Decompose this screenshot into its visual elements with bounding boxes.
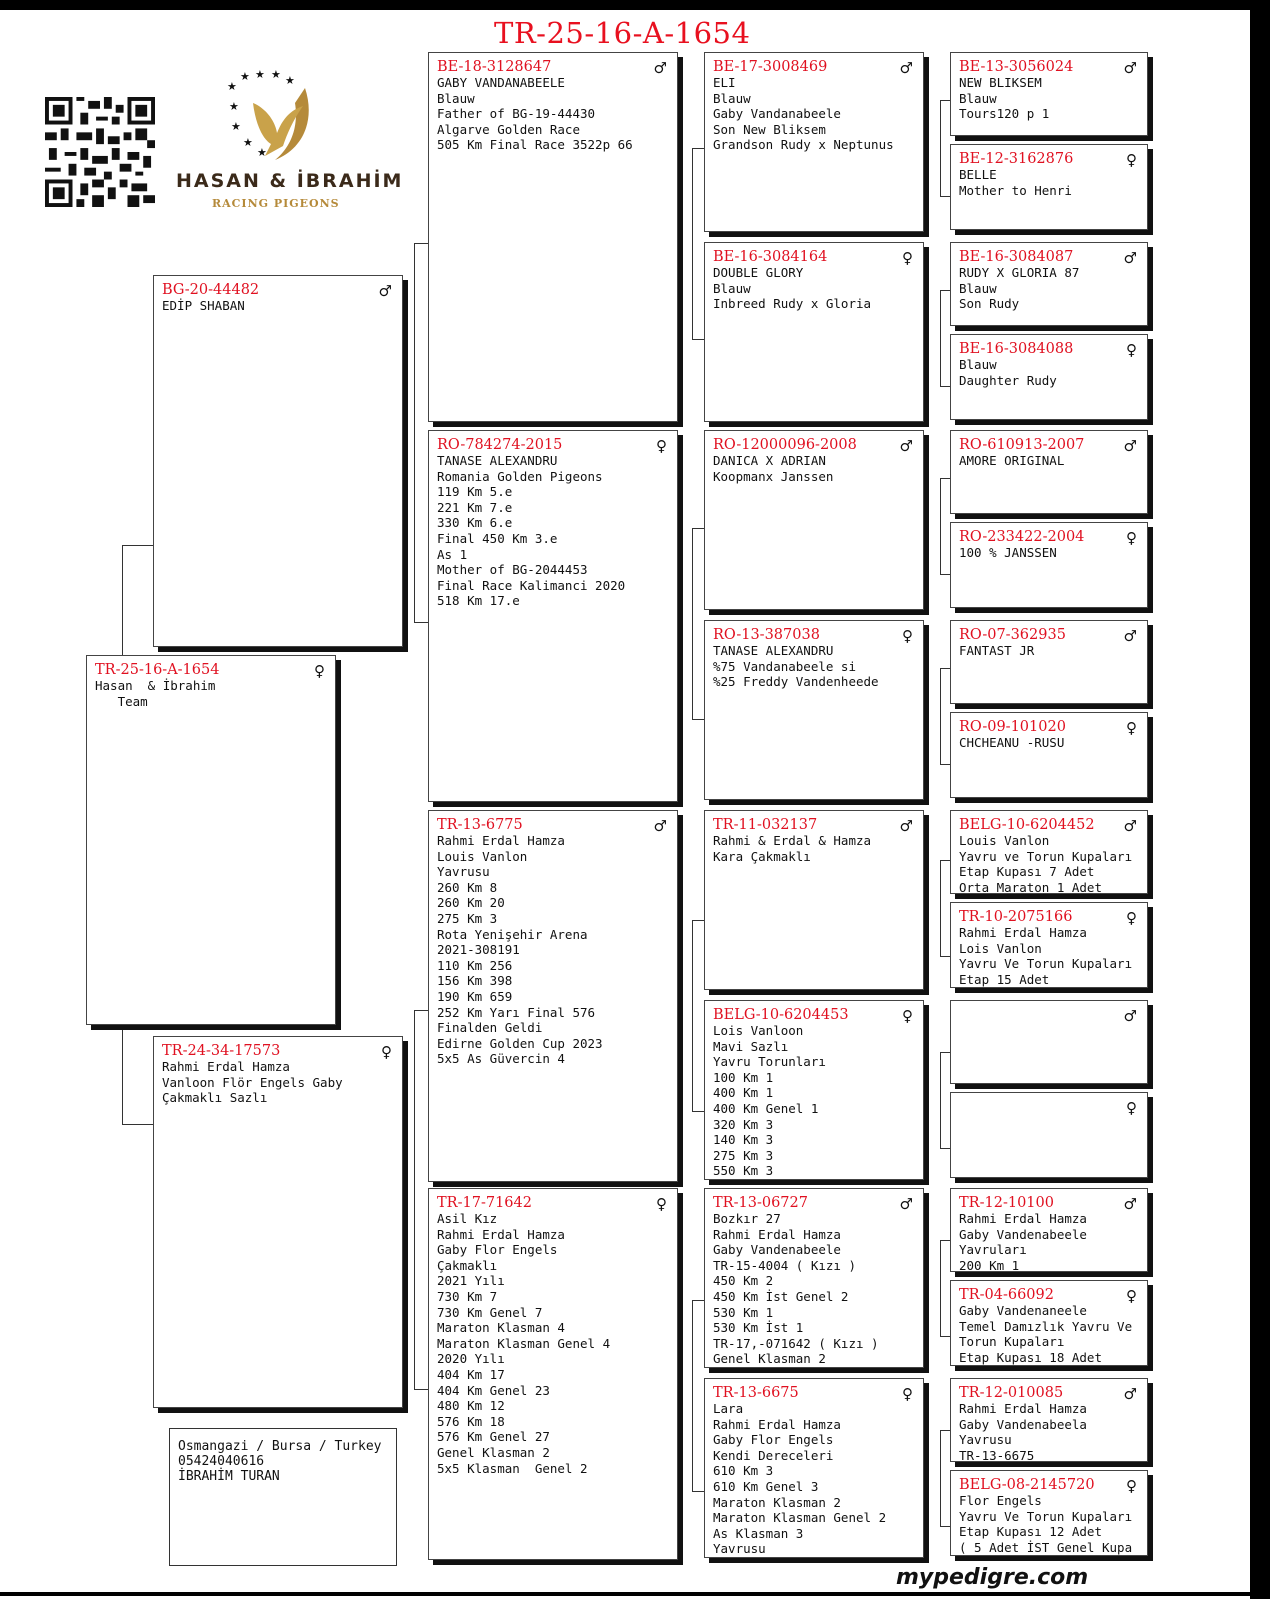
pigeon-info-line: Mother of BG-2044453 (437, 562, 588, 578)
pigeon-info-line: 610 Km 3 (713, 1463, 774, 1479)
pigeon-info-line: TR-17,-071642 ( Kızı ) (713, 1335, 879, 1351)
pigeon-info-line: Gaby Vandenaneele (959, 1303, 1087, 1318)
ring-number: TR-13-6775 (437, 817, 523, 833)
pigeon-card-g7 (950, 620, 1148, 704)
pigeon-info-line: Rahmi Erdal Hamza (437, 1226, 565, 1242)
pigeon-info-line: Maraton Klasman 2 (713, 1494, 841, 1510)
svg-text:★: ★ (240, 70, 250, 83)
ring-number: BE-16-3084088 (959, 341, 1074, 357)
pigeon-info-line: Yavruları (959, 1242, 1027, 1258)
female-sex-icon: ♀ (1126, 1099, 1137, 1117)
pigeon-info-line: DANICA X ADRIAN (713, 453, 826, 468)
ring-number: TR-24-34-17573 (162, 1043, 281, 1059)
ring-number: TR-13-06727 (713, 1195, 808, 1211)
pigeon-card-dds (704, 1188, 924, 1368)
qr-code-icon (44, 97, 156, 207)
pigeon-info-line: Genel Klasman 2 (713, 1351, 826, 1367)
pigeon-info-line: Inbreed Rudy x Gloria (713, 296, 872, 312)
pigeon-info-line: Etap 15 Adet (959, 971, 1050, 987)
male-sex-icon: ♂ (1123, 1007, 1137, 1025)
pigeon-info-line: Yavru Torunları (713, 1054, 826, 1070)
pigeon-card-dd (428, 1188, 678, 1560)
top-border (0, 0, 1270, 10)
pigeon-info-line: Mavi Sazlı (713, 1038, 789, 1054)
pigeon-info-line: Rahmi Erdal Hamza (959, 1401, 1087, 1416)
pigeon-card-subject (86, 655, 336, 1025)
pigeon-info-line: %25 Freddy Vandenheede (713, 674, 879, 690)
pigeon-info-line: Son New Bliksem (713, 121, 826, 137)
pigeon-card-g2 (950, 144, 1148, 230)
male-sex-icon: ♂ (1123, 1195, 1137, 1213)
pigeon-info-line: 221 Km 7.e (437, 499, 513, 515)
pigeon-info-line: 518 Km 17.e (437, 593, 520, 609)
pigeon-info-line: Çakmaklı Sazlı (162, 1090, 268, 1106)
ring-number: TR-04-66092 (959, 1287, 1054, 1303)
pigeon-info-line: Lara (713, 1401, 744, 1416)
male-sex-icon: ♂ (1123, 627, 1137, 645)
pigeon-info-line: Yavru Ve Torun Kupaları (959, 1508, 1133, 1524)
pigeon-info-line: 404 Km Genel 23 (437, 1382, 550, 1398)
pigeon-card-g4 (950, 334, 1148, 420)
pigeon-info-line: 576 Km Genel 27 (437, 1429, 550, 1445)
pigeon-info-line: Yavrusu (713, 1541, 766, 1557)
pigeon-info-line: Finalden Geldi (437, 1020, 543, 1036)
pigeon-info-line: Gaby Vandenabeele (713, 1242, 841, 1258)
pigeon-card-g15 (950, 1378, 1148, 1462)
pigeon-info-line: 730 Km 7 (437, 1288, 498, 1304)
male-sex-icon: ♂ (899, 1195, 913, 1213)
svg-text:★: ★ (271, 68, 281, 81)
pigeon-info-line: 610 Km Genel 3 (713, 1478, 819, 1494)
ring-number: BE-13-3056024 (959, 59, 1074, 75)
pigeon-info-line: Edirne Golden Cup 2023 (437, 1035, 603, 1051)
pigeon-info-line: 260 Km 20 (437, 895, 505, 911)
pigeon-info-line: 400 Km Genel 1 (713, 1100, 819, 1116)
pigeon-info-line: Algarve Golden Race (437, 121, 580, 137)
pigeon-info-line: Mother to Henri (959, 182, 1072, 198)
ring-number: BELG-08-2145720 (959, 1477, 1095, 1493)
dove-logo-icon (165, 48, 380, 258)
female-sex-icon: ♀ (1126, 909, 1137, 927)
pigeon-info-line: 190 Km 659 (437, 988, 513, 1004)
svg-text:★: ★ (257, 146, 267, 159)
female-sex-icon: ♀ (1126, 529, 1137, 547)
pigeon-info-line: Rahmi Erdal Hamza (437, 833, 565, 848)
pigeon-info-line: DOUBLE GLORY (713, 265, 804, 280)
pigeon-info-line: Final 450 Km 3.e (437, 530, 558, 546)
pigeon-info-line: Tours120 p 1 (959, 106, 1050, 122)
pigeon-info-line: Etap Kupası 18 Adet (959, 1349, 1102, 1365)
ring-number: TR-11-032137 (713, 817, 818, 833)
pigeon-card-g1 (950, 52, 1148, 136)
female-sex-icon: ♀ (902, 627, 913, 645)
pigeon-info-line: TANASE ALEXANDRU (437, 453, 558, 468)
pigeon-card-g11 (950, 1000, 1148, 1084)
female-sex-icon: ♀ (1126, 1477, 1137, 1495)
pigeon-info-line: 119 Km 5.e (437, 484, 513, 500)
svg-text:★: ★ (229, 100, 239, 113)
ring-number: BE-17-3008469 (713, 59, 828, 75)
pigeon-card-g5 (950, 430, 1148, 514)
pigeon-info-line: 400 Km 1 (713, 1085, 774, 1101)
male-sex-icon: ♂ (899, 817, 913, 835)
pigeon-info-line: 550 Km 3 (713, 1163, 774, 1179)
pigeon-info-line: ELI (713, 75, 736, 90)
pigeon-info-line: Yavru ve Torun Kupaları (959, 848, 1133, 864)
pigeon-info-line: Blauw (959, 280, 997, 296)
svg-text:★: ★ (255, 68, 265, 81)
pigeon-info-line: 5x5 Klasman Genel 2 (437, 1460, 588, 1476)
pigeon-info-line: Lois Vanloon (713, 1023, 804, 1038)
pigeon-info-line: Torun Kupaları (959, 1334, 1065, 1350)
pigeon-info-line: 100 Km 1 (713, 1069, 774, 1085)
pigeon-info-line: Kendi Dereceleri (713, 1447, 834, 1463)
pigeon-info-line: TR-15-4004 ( Kızı ) (713, 1257, 856, 1273)
female-sex-icon: ♀ (902, 249, 913, 267)
pigeon-info-line: CHCHEANU -RUSU (959, 735, 1065, 750)
pigeon-info-line: Yavrusu (437, 864, 490, 880)
pigeon-info-line: 5x5 As Güvercin 4 (437, 1051, 565, 1067)
pigeon-card-sdd (704, 620, 924, 800)
ring-number: RO-09-101020 (959, 719, 1066, 735)
pigeon-info-line: As 1 (437, 546, 468, 562)
ring-number: BG-20-44482 (162, 282, 260, 298)
female-sex-icon: ♀ (314, 662, 325, 680)
ring-number: TR-17-71642 (437, 1195, 532, 1211)
ring-number: BE-12-3162876 (959, 151, 1074, 167)
pigeon-info-line: As Klasman 3 (713, 1525, 804, 1541)
pigeon-info-line: 330 Km 6.e (437, 515, 513, 531)
pigeon-info-line: 140 Km 3 (713, 1132, 774, 1148)
pigeon-info-line: Daughter Rudy (959, 372, 1057, 388)
female-sex-icon: ♀ (1126, 151, 1137, 169)
pigeon-card-dss (704, 810, 924, 990)
pigeon-info-line: Gaby Vandenabeele (959, 1226, 1087, 1242)
pigeon-card-ds (428, 810, 678, 1182)
female-sex-icon: ♀ (656, 437, 667, 455)
ring-number: TR-12-010085 (959, 1385, 1064, 1401)
pigeon-card-g3 (950, 242, 1148, 326)
female-sex-icon: ♀ (1126, 1287, 1137, 1305)
pigeon-info-line: Bozkır 27 (713, 1211, 781, 1226)
pigeon-card-ddd (704, 1378, 924, 1558)
pigeon-info-line: Çakmaklı (437, 1257, 498, 1273)
pigeon-info-line: Yavru Ve Torun Kupaları (959, 956, 1133, 972)
pigeon-info-line: 275 Km 3 (437, 910, 498, 926)
pigeon-info-line: 260 Km 8 (437, 879, 498, 895)
ring-number: RO-784274-2015 (437, 437, 563, 453)
pigeon-info-line: FANTAST JR (959, 643, 1035, 658)
pigeon-info-line: Rahmi & Erdal & Hamza (713, 833, 872, 848)
pigeon-info-line: Blauw (713, 90, 751, 106)
pigeon-info-line: Koopmanx Janssen (713, 468, 834, 484)
pigeon-info-line: Temel Damızlık Yavru Ve (959, 1318, 1133, 1334)
pigeon-card-ss (428, 52, 678, 422)
pigeon-info-line: AMORE ORIGINAL (959, 453, 1065, 468)
female-sex-icon: ♀ (381, 1043, 392, 1061)
pigeon-info-line: 530 Km 1 (713, 1304, 774, 1320)
pigeon-info-line: 110 Km 256 (437, 957, 513, 973)
pigeon-info-line: 252 Km Yarı Final 576 (437, 1004, 596, 1020)
pigeon-info-line: 450 Km İst Genel 2 (713, 1288, 849, 1304)
female-sex-icon: ♀ (1126, 719, 1137, 737)
ring-number: BE-16-3084164 (713, 249, 828, 265)
pigeon-info-line: 2020 Yılı (437, 1351, 505, 1367)
pigeon-card-g6 (950, 522, 1148, 608)
pigeon-info-line: Maraton Klasman 4 (437, 1320, 565, 1336)
svg-text:★: ★ (231, 120, 241, 133)
pigeon-card-dam (153, 1036, 403, 1408)
female-sex-icon: ♀ (1126, 341, 1137, 359)
pigeon-info-line: 156 Km 398 (437, 973, 513, 989)
pigeon-info-line: TANASE ALEXANDRU (713, 643, 834, 658)
pigeon-info-line: GABY VANDANABEELE (437, 75, 565, 90)
svg-text:★: ★ (285, 74, 295, 87)
connector (414, 1010, 429, 1390)
contact-name: İBRAHİM TURAN (178, 1469, 280, 1484)
pigeon-card-g14 (950, 1280, 1148, 1366)
pigeon-info-line: 2021-308191 (437, 942, 520, 958)
pigeon-card-g10 (950, 902, 1148, 988)
pigeon-info-line: Gaby Vandanabeele (713, 106, 841, 122)
pigeon-info-line: Hasan & İbrahim (95, 678, 216, 693)
pedigree-title: TR-25-16-A-1654 (494, 16, 751, 50)
ring-number: RO-13-387038 (713, 627, 820, 643)
pigeon-card-ssd (704, 242, 924, 422)
male-sex-icon: ♂ (1123, 437, 1137, 455)
ring-number: RO-07-362935 (959, 627, 1066, 643)
pigeon-info-line: 404 Km 17 (437, 1366, 505, 1382)
pigeon-info-line: 730 Km Genel 7 (437, 1304, 543, 1320)
pigeon-info-line: Son Rudy (959, 296, 1020, 312)
pigeon-card-sire (153, 275, 403, 647)
pigeon-info-line: Rota Yenişehir Arena (437, 926, 588, 942)
pigeon-info-line: Louis Vanlon (437, 848, 528, 864)
pigeon-info-line: Etap Kupası 7 Adet (959, 864, 1095, 880)
pigeon-info-line: Blauw (959, 357, 997, 372)
pigeon-info-line: 530 Km İst 1 (713, 1320, 804, 1336)
male-sex-icon: ♂ (653, 817, 667, 835)
ring-number: BELG-10-6204452 (959, 817, 1095, 833)
pigeon-info-line: 505 Km Final Race 3522p 66 (437, 137, 633, 153)
male-sex-icon: ♂ (1123, 817, 1137, 835)
ring-number: BELG-10-6204453 (713, 1007, 849, 1023)
male-sex-icon: ♂ (1123, 1385, 1137, 1403)
pigeon-info-line: Rahmi Erdal Hamza (959, 925, 1087, 940)
footer-watermark: mypedigre.com (896, 1565, 1089, 1590)
pigeon-info-line: Vanloon Flör Engels Gaby (162, 1074, 343, 1090)
contact-box (169, 1428, 397, 1566)
pigeon-info-line: Team (95, 693, 148, 709)
right-border (1250, 0, 1270, 1599)
pigeon-info-line: Rahmi Erdal Hamza (162, 1059, 290, 1074)
pigeon-info-line: 480 Km 12 (437, 1398, 505, 1414)
female-sex-icon: ♀ (656, 1195, 667, 1213)
pigeon-info-line: Rahmi Erdal Hamza (959, 1211, 1087, 1226)
pigeon-info-line: Yavrusu (959, 1432, 1012, 1448)
brand-name: HASAN & İBRAHİM (176, 170, 404, 192)
pigeon-card-g16 (950, 1470, 1148, 1556)
pigeon-info-line: Gaby Flor Engels (713, 1432, 834, 1448)
pigeon-card-g9 (950, 810, 1148, 894)
pigeon-card-sds (704, 430, 924, 610)
female-sex-icon: ♀ (902, 1007, 913, 1025)
pigeon-info-line: 2021 Yılı (437, 1273, 505, 1289)
male-sex-icon: ♂ (653, 59, 667, 77)
bottom-border (0, 1592, 1250, 1596)
pigeon-info-line: NEW BLIKSEM (959, 75, 1042, 90)
pigeon-info-line: Gaby Vandenabeela (959, 1416, 1087, 1432)
pigeon-info-line: Maraton Klasman Genel 2 (713, 1510, 887, 1526)
pigeon-info-line: Romania Golden Pigeons (437, 468, 603, 484)
pigeon-info-line: Father of BG-19-44430 (437, 106, 596, 122)
pigeon-info-line: ( 5 Adet İST Genel Kupa (959, 1539, 1133, 1555)
pigeon-card-g12 (950, 1092, 1148, 1178)
pigeon-info-line: Flor Engels (959, 1493, 1042, 1508)
pigeon-info-line: Grandson Rudy x Neptunus (713, 137, 894, 153)
male-sex-icon: ♂ (378, 282, 392, 300)
ring-number: BE-18-3128647 (437, 59, 552, 75)
connector (414, 243, 429, 623)
pigeon-info-line: Final Race Kalimanci 2020 (437, 577, 626, 593)
pigeon-info-line: Rahmi Erdal Hamza (713, 1226, 841, 1242)
pigeon-card-dsd (704, 1000, 924, 1180)
pigeon-info-line: 100 % JANSSEN (959, 545, 1057, 560)
pigeon-info-line: Louis Vanlon (959, 833, 1050, 848)
ring-number: TR-13-6675 (713, 1385, 799, 1401)
pigeon-info-line: %75 Vandanabeele si (713, 658, 856, 674)
svg-text:★: ★ (243, 136, 253, 149)
pigeon-card-g8 (950, 712, 1148, 798)
pigeon-info-line: Asil Kız (437, 1211, 498, 1226)
pigeon-card-sss (704, 52, 924, 232)
contact-phone: 05424040616 (178, 1454, 265, 1469)
pigeon-info-line: RUDY X GLORIA 87 (959, 265, 1080, 280)
pigeon-info-line: Etap Kupası 12 Adet (959, 1524, 1102, 1540)
pigeon-info-line: Blauw (437, 90, 475, 106)
pigeon-info-line: Blauw (959, 90, 997, 106)
pigeon-info-line: TR-13-6675 (959, 1447, 1035, 1462)
pigeon-info-line: EDİP SHABAN (162, 298, 245, 313)
male-sex-icon: ♂ (899, 59, 913, 77)
ring-number: TR-10-2075166 (959, 909, 1073, 925)
contact-address: Osmangazi / Bursa / Turkey (178, 1439, 382, 1454)
pigeon-info-line: Blauw (713, 280, 751, 296)
pigeon-info-line: Maraton Klasman Genel 4 (437, 1335, 611, 1351)
female-sex-icon: ♀ (902, 1385, 913, 1403)
male-sex-icon: ♂ (899, 437, 913, 455)
pigeon-card-g13 (950, 1188, 1148, 1272)
male-sex-icon: ♂ (1123, 59, 1137, 77)
pigeon-info-line: 275 Km 3 (713, 1147, 774, 1163)
ring-number: RO-610913-2007 (959, 437, 1085, 453)
brand-tagline: RACING PIGEONS (212, 197, 340, 210)
pigeon-info-line: 200 Km 1 (959, 1257, 1020, 1272)
pigeon-info-line: Orta Maraton 1 Adet (959, 879, 1102, 894)
pigeon-card-sd (428, 430, 678, 802)
pigeon-info-line: BELLE (959, 167, 997, 182)
male-sex-icon: ♂ (1123, 249, 1137, 267)
ring-number: RO-12000096-2008 (713, 437, 857, 453)
pigeon-info-line: 576 Km 18 (437, 1413, 505, 1429)
pigeon-info-line: Lois Vanlon (959, 940, 1042, 956)
pigeon-info-line: Gaby Flor Engels (437, 1242, 558, 1258)
pigeon-info-line: 320 Km 3 (713, 1116, 774, 1132)
svg-text:★: ★ (227, 80, 237, 93)
pigeon-info-line: Genel Klasman 2 (437, 1444, 550, 1460)
ring-number: TR-25-16-A-1654 (95, 662, 220, 678)
pigeon-info-line: 450 Km 2 (713, 1273, 774, 1289)
ring-number: BE-16-3084087 (959, 249, 1074, 265)
pigeon-info-line: Rahmi Erdal Hamza (713, 1416, 841, 1432)
ring-number: TR-12-10100 (959, 1195, 1054, 1211)
pigeon-info-line: Kara Çakmaklı (713, 848, 811, 864)
ring-number: RO-233422-2004 (959, 529, 1085, 545)
